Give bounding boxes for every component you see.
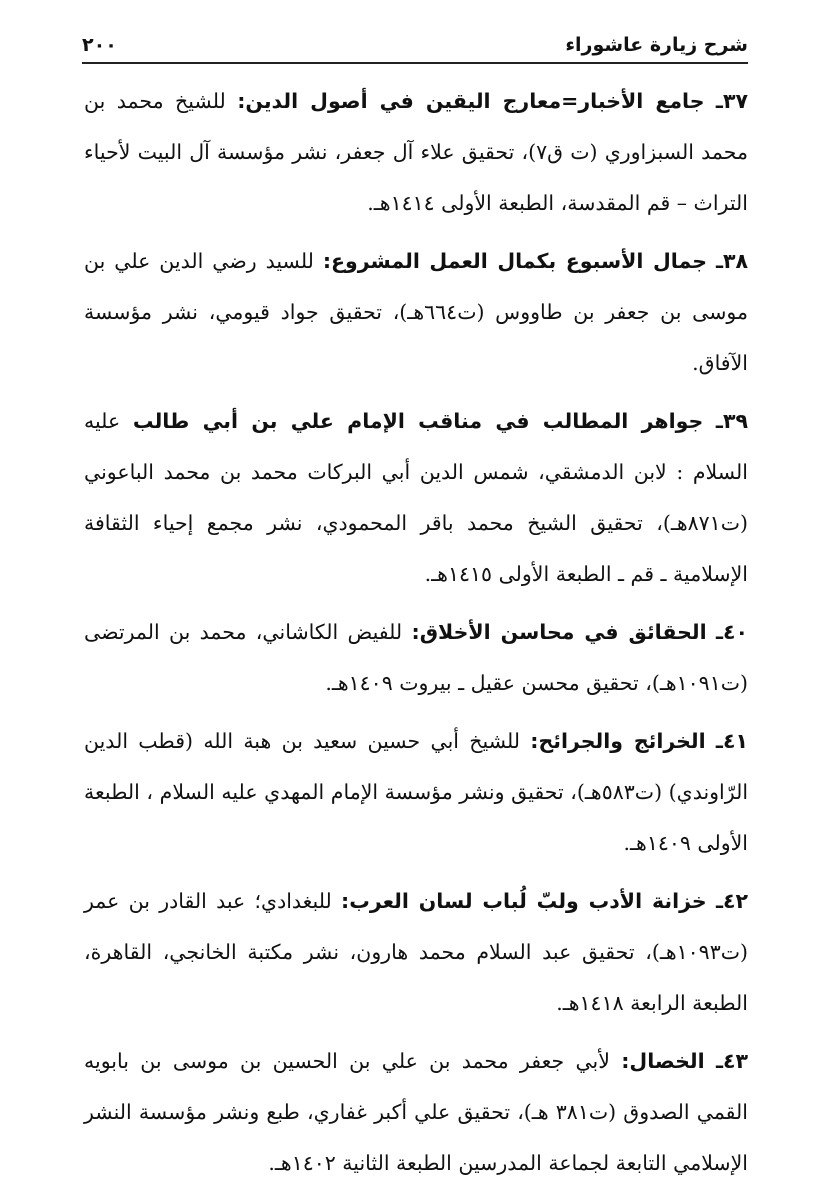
entry-text: عليه السلام : لابن الدمشقي، شمس الدين أبي البركات محمد بن محمد الباعوني (ت٨٧١هـ)، تحقيق الشيخ محمد باقر المحمودي، نشر مجمع إحياء الثقافة الإسلامية ـ قم ـ الطبعة الأولى ١٤١٥هـ.	[84, 409, 748, 586]
bibliography-entry	[84, 236, 748, 389]
bibliography-entry	[84, 607, 748, 709]
bibliography-list	[84, 76, 748, 1196]
entry-text: للفيض الكاشاني، محمد بن المرتضى (ت١٠٩١هـ)، تحقيق محسن عقيل ـ بيروت ١٤٠٩هـ.	[84, 620, 748, 695]
bibliography-entry	[84, 876, 748, 1029]
entry-text: للسيد رضي الدين علي بن موسى بن جعفر بن طاووس (ت٦٦٤هـ)، تحقيق جواد قيومي، نشر مؤسسة الآفاق.	[84, 249, 748, 375]
entry-title: الخرائج والجرائح:	[530, 729, 706, 753]
entry-text: للبغدادي؛ عبد القادر بن عمر (ت١٠٩٣هـ)، تحقيق عبد السلام محمد هارون، نشر مكتبة الخانجي، القاهرة، الطبعة الرابعة ١٤١٨هـ.	[84, 889, 748, 1015]
bibliography-entry	[84, 1036, 748, 1189]
page-number: ٢٠٠	[82, 34, 117, 56]
entry-number: ٤٢ـ	[715, 889, 748, 913]
entry-number: ٣٩ـ	[715, 409, 748, 433]
entry-text: للشيخ أبي حسين سعيد بن هبة الله (قطب الدين الرّاوندي) (ت٥٨٣هـ)، تحقيق ونشر مؤسسة الإمام المهدي عليه السلام ، الطبعة الأولى ١٤٠٩هـ.	[84, 729, 749, 855]
entry-title: خزانة الأدب ولبّ لُباب لسان العرب:	[341, 889, 707, 913]
entry-number: ٣٨ـ	[715, 249, 748, 273]
bibliography-entry	[84, 716, 748, 869]
page-header	[82, 24, 748, 64]
entry-title: الحقائق في محاسن الأخلاق:	[411, 620, 707, 644]
bibliography-entry	[84, 76, 748, 229]
entry-title: جمال الأسبوع بكمال العمل المشروع:	[322, 249, 707, 273]
bibliography-entry	[84, 396, 748, 600]
entry-number: ٤١ـ	[715, 729, 748, 753]
entry-text: لأبي جعفر محمد بن علي بن الحسين بن موسى بن بابويه القمي الصدوق (ت٣٨١ هـ)، تحقيق علي أكبر غفاري، طبع ونشر مؤسسة النشر الإسلامي التابعة لجماعة المدرسين الطبعة الثانية ١٤٠٢هـ.	[84, 1049, 748, 1175]
entry-number: ٤٣ـ	[715, 1049, 748, 1073]
entry-number: ٣٧ـ	[715, 89, 748, 113]
entry-title: جامع الأخبار=معارج اليقين في أصول الدين:	[237, 89, 705, 113]
entry-number: ٤٠ـ	[715, 620, 748, 644]
entry-title: جواهر المطالب في مناقب الإمام علي بن أبي طالب	[132, 409, 704, 433]
book-title: شرح زيارة عاشوراء	[565, 34, 748, 56]
entry-title: الخصال:	[621, 1049, 705, 1073]
entry-text: للشيخ محمد بن محمد السبزاوري (ت ق٧)، تحقيق علاء آل جعفر، نشر مؤسسة آل البيت لأحياء التراث – قم المقدسة، الطبعة الأولى ١٤١٤هـ.	[84, 89, 748, 215]
